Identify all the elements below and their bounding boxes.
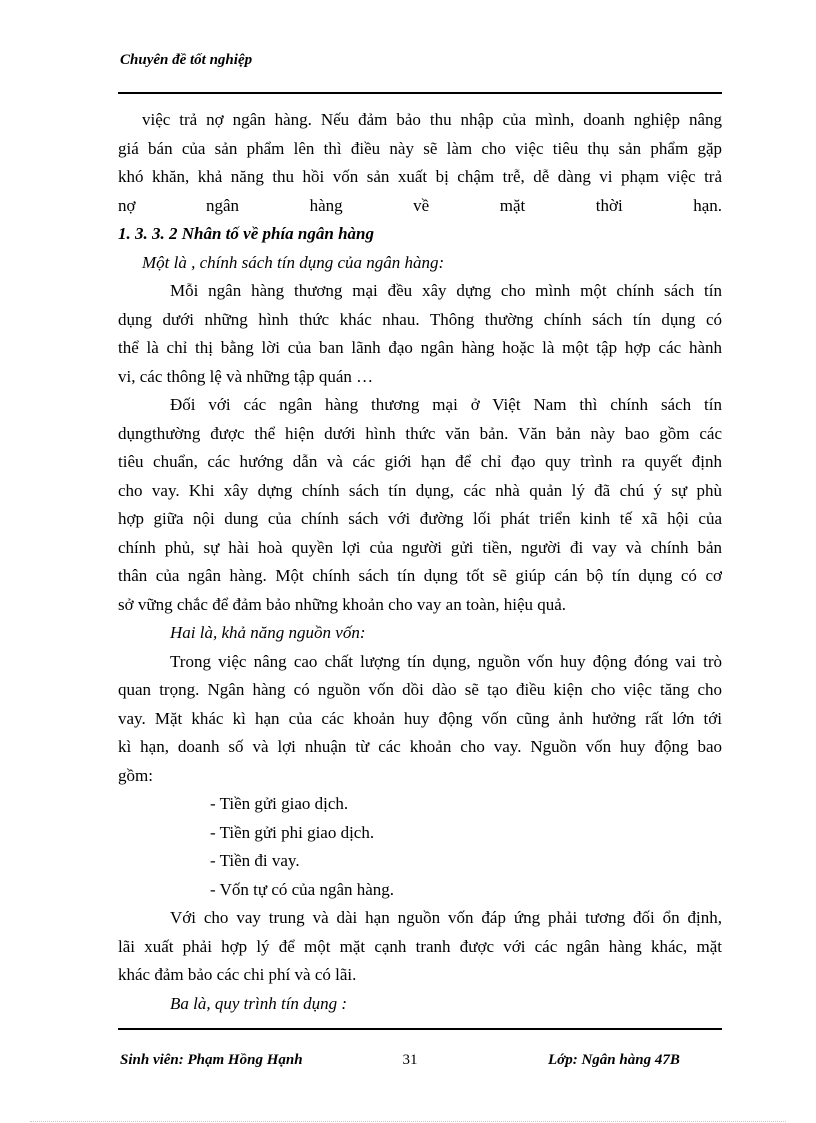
footer-student-name: Sinh viên: Phạm Hồng Hạnh xyxy=(120,1052,303,1068)
subheading: Ba là, quy trình tín dụng : xyxy=(170,993,348,1013)
text-line: giá bán của sản phẩm lên thì điều này sẽ làm cho việc tiêu thụ sản phẩm gặp xyxy=(118,138,722,158)
section-heading: 1. 3. 3. 2 Nhân tố về phía ngân hàng xyxy=(118,224,374,243)
list-item: - Tiền đi vay. xyxy=(210,851,300,870)
document-body xyxy=(118,106,722,1018)
footer-rule xyxy=(118,1028,722,1030)
page-number: 31 xyxy=(402,1052,418,1068)
text-line: thể là chỉ thị bằng lời của ban lãnh đạo ngân hàng hoặc là một tập hợp các hành xyxy=(118,338,722,357)
text-line: Trong việc nâng cao chất lượng tín dụng, nguồn vốn huy động đóng vai trò xyxy=(170,651,722,671)
text-line: dụngthường được thể hiện dưới hình thức văn bản. Văn bản này bao gồm các xyxy=(118,423,722,443)
header-rule xyxy=(118,92,722,94)
page-header-title: Chuyên đề tốt nghiệp xyxy=(120,52,253,68)
text-line: vay. Mặt khác kì hạn của các khoản huy động vốn cũng ảnh hưởng rất lớn tới xyxy=(118,708,722,728)
subheading: Một là , chính sách tín dụng của ngân hàng: xyxy=(142,252,445,272)
text-line: chính phủ, sự hài hoà quyền lợi của người gửi tiền, người đi vay và chính bản xyxy=(118,537,722,557)
text-line: Với cho vay trung và dài hạn nguồn vốn đáp ứng phải tương đối ổn định, xyxy=(170,908,722,927)
text-line: Mỗi ngân hàng thương mại đều xây dựng cho mình một chính sách tín xyxy=(170,281,722,300)
list-item: - Vốn tự có của ngân hàng. xyxy=(210,879,395,899)
subheading: Hai là, khả năng nguồn vốn: xyxy=(170,623,366,642)
list-item: - Tiền gửi giao dịch. xyxy=(210,794,349,813)
text-line: vi, các thông lệ và những tập quán … xyxy=(118,366,374,386)
text-line: dụng dưới những hình thức khác nhau. Thông thường chính sách tín dụng có xyxy=(118,309,722,329)
page-edge-divider xyxy=(30,1121,786,1122)
text-line: lãi xuất phải hợp lý để một mặt cạnh tranh được với các ngân hàng khác, mặt xyxy=(118,936,722,956)
text-line: hợp giữa nội dung của chính sách với đường lối phát triển kinh tế xã hội của xyxy=(118,509,722,528)
text-line: việc trả nợ ngân hàng. Nếu đảm bảo thu nhập của mình, doanh nghiệp nâng xyxy=(142,110,722,129)
footer-class: Lớp: Ngân hàng 47B xyxy=(548,1052,680,1068)
text-line: Đối với các ngân hàng thương mại ở Việt Nam thì chính sách tín xyxy=(170,395,722,414)
text-line: khó khăn, khả năng thu hồi vốn sản xuất bị chậm trễ, dễ dàng vi phạm việc trả xyxy=(118,167,722,186)
list-item: - Tiền gửi phi giao dịch. xyxy=(210,822,375,842)
text-line: tiêu chuẩn, các hướng dẫn và các giới hạn để chỉ đạo quy trình ra quyết định xyxy=(118,452,722,471)
text-line: quan trọng. Ngân hàng có nguồn vốn dồi dào sẽ tạo điều kiện cho việc tăng cho xyxy=(118,680,722,699)
text-line: gồm: xyxy=(118,765,153,785)
text-line: thân của ngân hàng. Một chính sách tín dụng tốt sẽ giúp cán bộ tín dụng có cơ xyxy=(118,566,722,585)
text-line: khác đảm bảo các chi phí và có lãi. xyxy=(118,965,357,984)
text-line: cho vay. Khi xây dựng chính sách tín dụng, các nhà quản lý đã chú ý sự phù xyxy=(118,480,722,500)
text-line: sở vững chắc để đảm bảo những khoản cho vay an toàn, hiệu quả. xyxy=(118,594,567,614)
text-line: kì hạn, doanh số và lợi nhuận từ các khoản cho vay. Nguồn vốn huy động bao xyxy=(118,737,722,756)
text-line: nợ ngân hàng về mặt thời hạn. xyxy=(118,195,722,215)
